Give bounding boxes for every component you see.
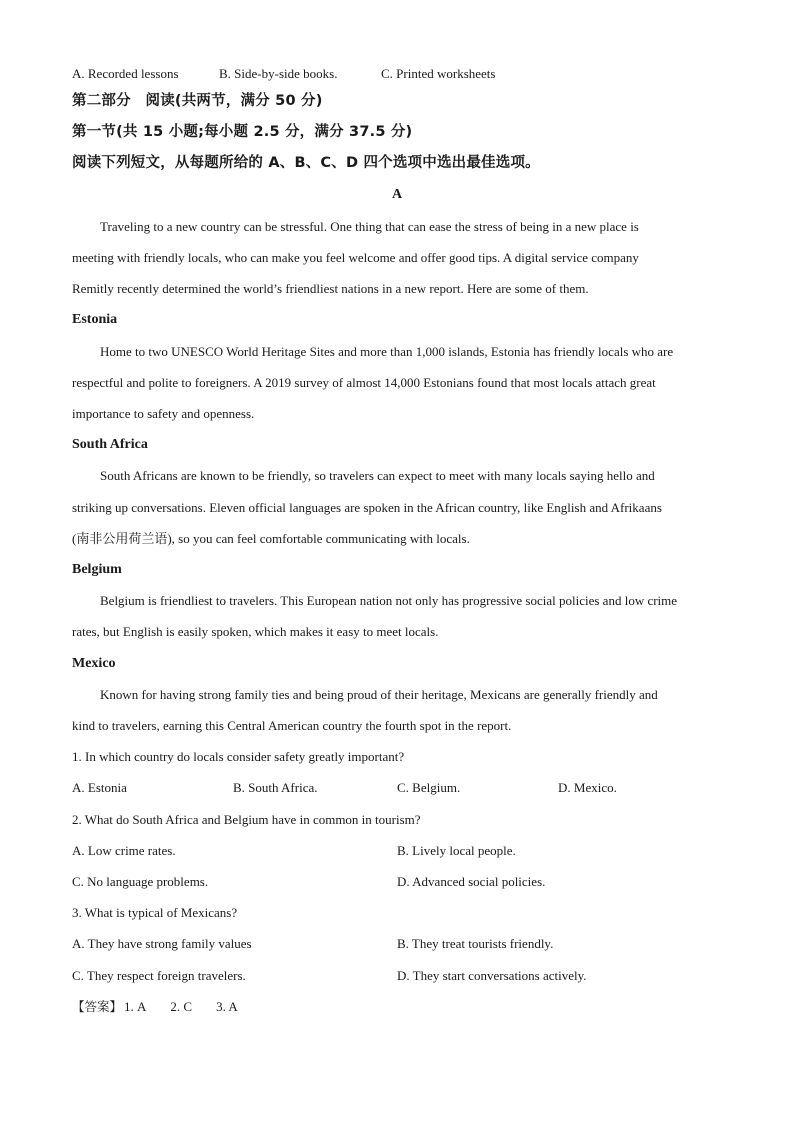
paragraph-line: rates, but English is easily spoken, which makes it easy to meet locals. [72,624,439,639]
answer-value: 2. C [170,999,193,1014]
question-option: B. They treat tourists friendly. [397,936,554,951]
question-option: C. No language problems. [72,874,209,889]
paragraph-line: Belgium is friendliest to travelers. This European nation not only has progressive social policies and low crime [100,593,678,608]
question-option: D. Mexico. [558,780,617,795]
paragraph-line: Home to two UNESCO World Heritage Sites and more than 1,000 islands, Estonia has friendly locals who are [100,344,674,359]
paragraph-line: Known for having strong family ties and being proud of their heritage, Mexicans are generally friendly and [100,687,658,702]
question-option: B. Lively local people. [397,843,516,858]
intro-line: meeting with friendly locals, who can make you feel welcome and offer good tips. A digital service company [72,250,639,265]
paragraph-line: (南非公用荷兰语), so you can feel comfortable communicating with locals. [72,531,470,546]
question-stem: 3. What is typical of Mexicans? [72,905,238,920]
question-option: C. Belgium. [397,780,461,795]
section-heading-belgium: Belgium [72,562,122,577]
question-option: A. They have strong family values [72,936,252,951]
paragraph-line: South Africans are known to be friendly, so travelers can expect to meet with many locals saying hello and [100,468,655,483]
section-heading-south-africa: South Africa [72,437,148,452]
question-option: B. South Africa. [233,780,318,795]
part-heading: 第二部分 阅读(共两节，满分 50 分) [72,93,323,109]
intro-line: Remitly recently determined the world’s friendliest nations in a new report. Here are some of them. [72,281,589,296]
question-stem: 1. In which country do locals consider safety greatly important? [72,749,405,764]
paragraph-line: importance to safety and openness. [72,406,255,421]
answer-row [72,999,238,1015]
top-option-a: A. Recorded lessons [72,66,179,81]
paragraph-line: kind to travelers, earning this Central American country the fourth spot in the report. [72,718,512,733]
section-heading-mexico: Mexico [72,656,116,671]
answer-value: 1. A [124,999,147,1014]
question-option: A. Estonia [72,780,127,795]
question-stem: 2. What do South Africa and Belgium have in common in tourism? [72,812,421,827]
question-option: C. They respect foreign travelers. [72,968,246,983]
intro-line: Traveling to a new country can be stressful. One thing that can ease the stress of being in a new place is [100,219,639,234]
instruction: 阅读下列短文，从每题所给的 A、B、C、D 四个选项中选出最佳选项。 [72,155,540,171]
section-heading-estonia: Estonia [72,312,118,327]
answer-tag: 【答案】 [72,999,123,1014]
question-option: D. Advanced social policies. [397,874,546,889]
paragraph-line: respectful and polite to foreigners. A 2019 survey of almost 14,000 Estonians found that most locals attach great [72,375,656,390]
top-option-c: C. Printed worksheets [381,66,496,81]
question-option: D. They start conversations actively. [397,968,587,983]
answer-value: 3. A [216,999,238,1014]
section-heading: 第一节(共 15 小题;每小题 2.5 分，满分 37.5 分) [72,124,413,140]
top-option-b: B. Side-by-side books. [219,66,338,81]
question-option: A. Low crime rates. [72,843,176,858]
passage-label: A [391,187,403,202]
paragraph-line: striking up conversations. Eleven official languages are spoken in the African country, like English and Afrikaans [72,500,662,515]
